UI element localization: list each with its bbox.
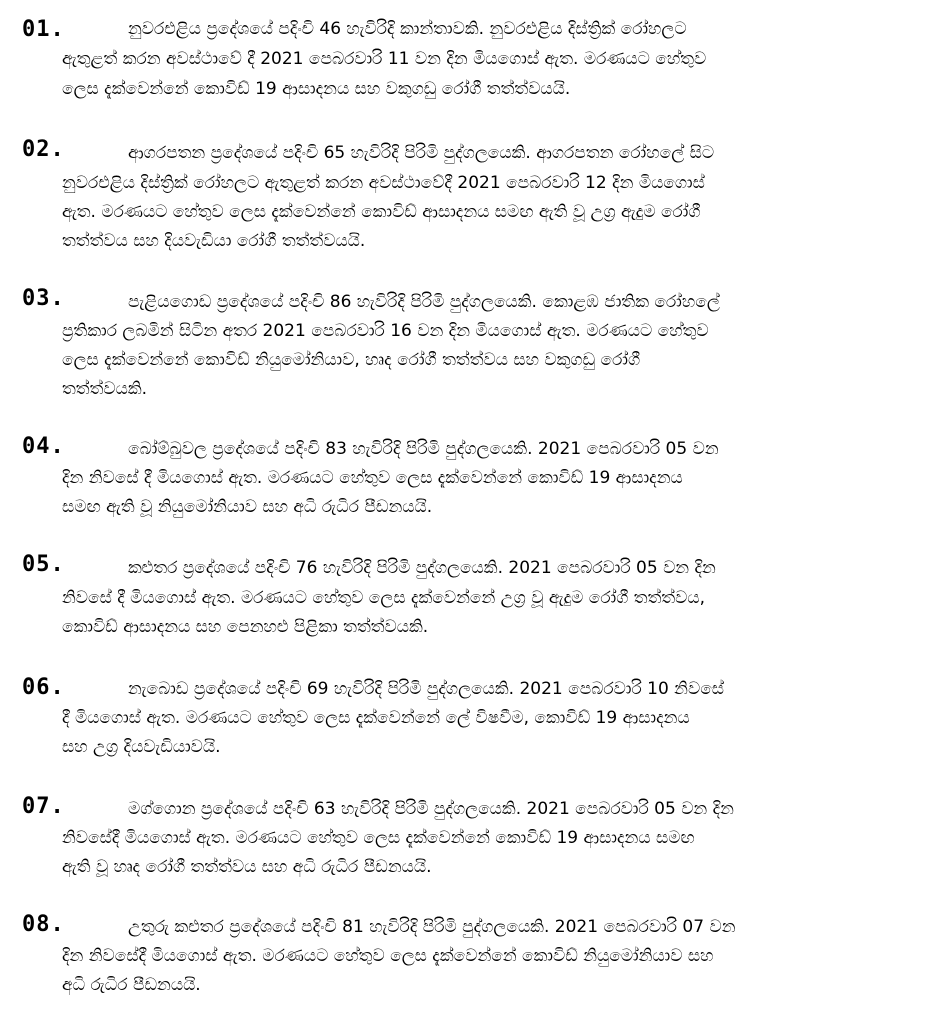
entry-line: උතුරු කළුතර ප්‍රදේශයේ පදිංචි 81 හැවිරිදි පිරිමි පුද්ගලයෙකි. 2021 පෙබරවාරි 07 වන <box>128 917 736 937</box>
entry-line: දින නිවසේදී මියගොස් ඇත. මරණයට හේතුව ලෙස දැක්වෙන්නේ කොවිඩ් නියුමෝනියාව සහ <box>62 946 714 966</box>
entry-line: නුවරඑළිය ප්‍රදේශයේ පදිංචි 46 හැවිරිදි කාන්තාවකි. නුවරඑළිය දිස්ත්‍රික් රෝහලට <box>128 19 687 39</box>
entry-line: පැළියගොඩ ප්‍රදේශයේ පදිංචි 86 හැවිරිදි පිරිමි පුද්ගලයෙකි. කොළඹ ජාතික රෝහලේ <box>128 292 720 312</box>
entry-line: බෝම්බුවල ප්‍රදේශයේ පදිංචි 83 හැවිරිදි පිරිමි පුද්ගලයෙකි. 2021 පෙබරවාරි 05 වන <box>128 439 719 459</box>
entry-line: මග්ගොන ප්‍රදේශයේ පදිංචි 63 හැවිරිදි පිරිමි පුද්ගලයෙකි. 2021 පෙබරවාරි 05 වන දින <box>128 799 734 819</box>
entry-line: සහ උග්‍ර දියවැඩියාවයි. <box>62 737 221 757</box>
entry-line: නැබොඩ ප්‍රදේශයේ පදිංචි 69 හැවිරිදි පිරිමි පුද්ගලයෙකි. 2021 පෙබරවාරි 10 නිවසේ <box>128 679 724 699</box>
entry-line: ලෙස දැක්වෙන්නේ කොවිඩ් 19 ආසාදනය සහ වකුගඩු රෝගී තත්ත්වයයි. <box>62 79 571 99</box>
entry-line: නිවසේ දී මියගොස් ඇත. මරණයට හේතුව ලෙස දැක්වෙන්නේ උග්‍ර වූ ඇදුම රෝගී තත්ත්වය, <box>62 588 706 608</box>
entry-line: දින නිවසේ දී මියගොස් ඇත. මරණයට හේතුව ලෙස දැක්වෙන්නේ කොවිඩ් 19 ආසාදනය <box>62 468 683 488</box>
entry-line: නිවසේදී මියගොස් ඇත. මරණයට හේතුව ලෙස දැක්වෙන්නේ කොවිඩ් 19 ආසාදනය සමඟ <box>62 828 695 848</box>
entry-line: අධි රුධිර පීඩනයයි. <box>62 975 201 995</box>
entry-number: 03. <box>22 286 65 311</box>
entry-line: තත්ත්වයකි. <box>62 379 148 399</box>
entry-number: 08. <box>22 912 65 937</box>
entry-line: සමඟ ඇති වූ නියුමෝනියාව සහ අධි රුධිර පීඩනයයි. <box>62 497 433 517</box>
entry-line: තත්ත්වය සහ දියවැඩියා රෝගී තත්ත්වයයි. <box>62 231 366 251</box>
entry-number: 07. <box>22 794 65 819</box>
entry-number: 01. <box>22 17 65 42</box>
entry-number: 02. <box>22 137 65 162</box>
entry-line: ඇත. මරණයට හේතුව ලෙස දැක්වෙන්නේ කොවිඩ් ආසාදනය සමඟ ඇති වූ උග්‍ර ඇදුම රෝගී <box>62 202 701 222</box>
entry-line: ඇති වූ හෘද රෝගී තත්ත්වය සහ අධි රුධිර පීඩනයයි. <box>62 857 432 877</box>
entry-line: දී මියගොස් ඇත. මරණයට හේතුව ලෙස දැක්වෙන්නේ ලේ විෂවීම, කොවිඩ් 19 ආසාදනය <box>62 708 690 728</box>
entry-number: 05. <box>22 552 65 577</box>
entry-number: 06. <box>22 675 65 700</box>
entry-line: කොවිඩ් ආසාදනය සහ පෙනහළු පිළිකා තත්ත්වයකි. <box>62 617 429 637</box>
entry-line: නුවරඑළිය දිස්ත්‍රික් රෝහලට ඇතුළත් කරන අවස්ථාවේදී 2021 පෙබරවාරි 12 දින මියගොස් <box>62 173 705 193</box>
entry-number: 04. <box>22 434 65 459</box>
entry-line: කළුතර ප්‍රදේශයේ පදිංචි 76 හැවිරිදි පිරිමි පුද්ගලයෙකි. 2021 පෙබරවාරි 05 වන දින <box>128 558 716 578</box>
entry-line: ආගරපතන ප්‍රදේශයේ පදිංචි 65 හැවිරිදි පිරිමි පුද්ගලයෙකි. ආගරපතන රෝහලේ සිට <box>128 143 715 163</box>
entry-line: ඇතුළත් කරන අවස්ථාවේ දී 2021 පෙබරවාරි 11 වන දින මියගොස් ඇත. මරණයට හේතුව <box>62 49 707 69</box>
entry-line: ප්‍රතිකාර ලබමින් සිටින අතර 2021 පෙබරවාරි 16 වන දින මියගොස් ඇත. මරණයට හේතුව <box>62 321 709 341</box>
entry-line: ලෙස දැක්වෙන්නේ කොවිඩ් නියුමෝනියාව, හෘද රෝගී තත්ත්වය සහ වකුගඩු රෝගී <box>62 350 641 370</box>
